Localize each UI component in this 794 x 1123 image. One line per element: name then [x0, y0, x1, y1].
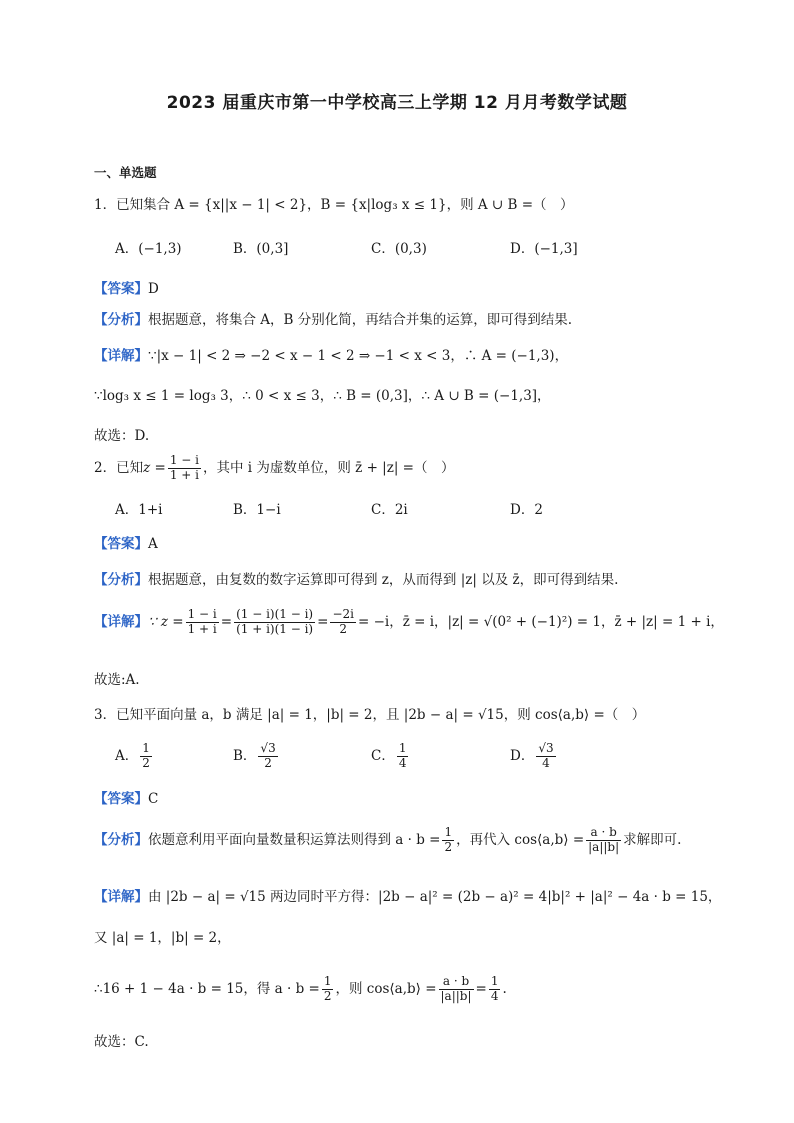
section-heading: 一、单选题: [94, 165, 157, 180]
analysis-text: 根据题意，将集合 A，B 分别化简，再结合并集的运算，即可得到结果.: [148, 312, 573, 328]
q3-option-b: [233, 742, 280, 771]
q3-answer: [94, 787, 158, 807]
q1-detail: [94, 344, 568, 364]
detail-rest: = −i，z̄ = i，|z| = √(0² + (−1)²) = 1，z̄ + |z| = 1 + i，: [357, 613, 724, 630]
option-fraction: [140, 742, 152, 771]
detail-fraction-1: [322, 975, 334, 1004]
option-label: A．: [115, 747, 139, 764]
answer-tag: 【答案】: [94, 536, 148, 552]
frac-denominator: 4: [398, 755, 407, 770]
q1-option-c: C．(0,3): [371, 241, 427, 257]
q1-analysis: [94, 308, 572, 328]
detail-text: 由 |2b − a| = √15 两边同时平方得：|2b − a|² = (2b − a)² = 4|b|² + |a|² − 4a · b = 15，: [148, 889, 722, 905]
equals-sign: =: [317, 613, 329, 630]
analysis-text-a: 依题意利用平面向量数量积运算法则得到 a · b =: [148, 831, 441, 848]
option-label: C．: [371, 747, 395, 764]
detail-fraction-3: [489, 975, 501, 1004]
analysis-text-c: 求解即可.: [623, 831, 682, 848]
detail-fraction-2: [439, 975, 474, 1004]
frac-numerator: (1 − i)(1 − i): [236, 607, 314, 621]
detail-fraction-3: [330, 608, 356, 637]
q2-stem-post: ，其中 i 为虚数单位，则 z̄ + |z| =（ ）: [202, 459, 455, 476]
detail-fraction-2: [234, 608, 315, 637]
period: .: [502, 980, 507, 997]
frac-denominator: |a||b|: [440, 988, 472, 1003]
q1-option-d: D．(−1,3]: [510, 241, 578, 257]
frac-denominator: |a||b|: [588, 839, 620, 854]
q2-stem-fraction: [168, 454, 201, 483]
page-title: 2023 届重庆市第一中学校高三上学期 12 月月考数学试题: [166, 93, 628, 113]
frac-denominator: 4: [490, 988, 499, 1003]
frac-denominator: 2: [339, 621, 348, 636]
analysis-fraction-2: [586, 826, 621, 855]
answer-value: A: [148, 536, 158, 552]
frac-numerator: a · b: [586, 826, 621, 841]
detail-tag: 【详解】: [94, 613, 148, 630]
detail-text-b: ，则 cos⟨a,b⟩ =: [335, 980, 437, 997]
answer-value: C: [148, 791, 159, 807]
q3-option-d: [510, 742, 558, 771]
frac-denominator: 2: [142, 755, 150, 770]
option-fraction: [397, 742, 409, 771]
analysis-text: 根据题意，由复数的数字运算即可得到 z，从而得到 |z| 以及 z̄，即可得到结果.: [148, 572, 619, 588]
frac-denominator: 2: [323, 988, 332, 1003]
answer-tag: 【答案】: [94, 281, 148, 297]
frac-numerator: 1: [490, 974, 499, 988]
q1-stem: 1．已知集合 A = {x||x − 1| < 2}，B = {x|log₃ x ≤ 1}，则 A ∪ B =（ ）: [94, 197, 574, 213]
q3-detail-line3: [94, 975, 507, 1004]
q2-analysis: [94, 568, 618, 588]
q1-option-a: A．(−1,3): [115, 241, 182, 257]
q2-stem: [94, 454, 454, 483]
q3-detail-line2: 又 |a| = 1，|b| = 2，: [94, 930, 231, 946]
q2-stem-pre: 2．已知: [94, 459, 144, 476]
q3-option-c: [371, 742, 410, 771]
frac-numerator: 1: [142, 741, 150, 755]
frac-denominator: 2: [444, 839, 453, 854]
frac-numerator: 1: [444, 825, 453, 839]
q2-option-d: D．2: [510, 502, 543, 518]
detail-fraction-1: [186, 608, 219, 637]
q2-choice: 故选:A.: [94, 672, 140, 688]
q2-option-b: B．1−i: [233, 502, 281, 518]
q1-detail-line2: ∵log₃ x ≤ 1 = log₃ 3，∴ 0 < x ≤ 3，∴ B = (0,3]，∴ A ∪ B = (−1,3]，: [94, 388, 551, 404]
answer-tag: 【答案】: [94, 791, 148, 807]
option-fraction: [258, 742, 277, 771]
frac-numerator: a · b: [439, 975, 474, 990]
detail-text: ∵|x − 1| < 2 ⇒ −2 < x − 1 < 2 ⇒ −1 < x < 3，∴ A = (−1,3)，: [148, 348, 569, 364]
frac-denominator: 2: [264, 755, 272, 770]
detail-tag: 【详解】: [94, 889, 148, 905]
q3-detail: [94, 885, 721, 905]
frac-denominator: 4: [542, 755, 550, 770]
analysis-tag: 【分析】: [94, 572, 148, 588]
equals-sign: =: [220, 613, 233, 630]
q3-stem: 3．已知平面向量 a，b 满足 |a| = 1，|b| = 2，且 |2b − a| = √15，则 cos⟨a,b⟩ =（ ）: [94, 707, 646, 723]
option-fraction: [536, 742, 555, 771]
analysis-tag: 【分析】: [94, 312, 148, 328]
frac-numerator: 1 − i: [169, 453, 199, 467]
q1-choice: 故选：D.: [94, 428, 150, 444]
frac-denominator: (1 + i)(1 − i): [236, 621, 314, 636]
option-label: D．: [510, 747, 535, 764]
equals-sign: =: [475, 980, 487, 997]
q2-answer: [94, 532, 158, 552]
frac-numerator: −2i: [332, 607, 354, 621]
frac-denominator: 1 + i: [187, 621, 217, 636]
q1-option-b: B．(0,3]: [233, 241, 289, 257]
detail-tag: 【详解】: [94, 348, 148, 364]
answer-value: D: [148, 281, 159, 297]
q2-option-c: C．2i: [371, 502, 408, 518]
detail-text-a: ∴16 + 1 − 4a · b = 15，得 a · b =: [94, 980, 320, 997]
analysis-tag: 【分析】: [94, 831, 148, 848]
analysis-text-b: ，再代入 cos⟨a,b⟩ =: [456, 831, 585, 848]
detail-z: ∵ z =: [148, 613, 184, 630]
q2-detail: [94, 608, 724, 637]
q2-stem-z: z =: [143, 459, 166, 476]
frac-numerator: √3: [538, 741, 554, 755]
frac-denominator: 1 + i: [169, 467, 199, 482]
frac-numerator: 1 − i: [187, 607, 217, 621]
q3-choice: 故选：C.: [94, 1034, 149, 1050]
q3-analysis: [94, 826, 681, 855]
q1-answer: [94, 277, 159, 297]
option-label: B．: [233, 747, 257, 764]
q3-option-a: [115, 742, 154, 771]
analysis-fraction-1: [442, 826, 454, 855]
frac-numerator: 1: [323, 974, 332, 988]
q2-option-a: A．1+i: [115, 502, 163, 518]
frac-numerator: 1: [398, 741, 407, 755]
frac-numerator: √3: [260, 741, 276, 755]
